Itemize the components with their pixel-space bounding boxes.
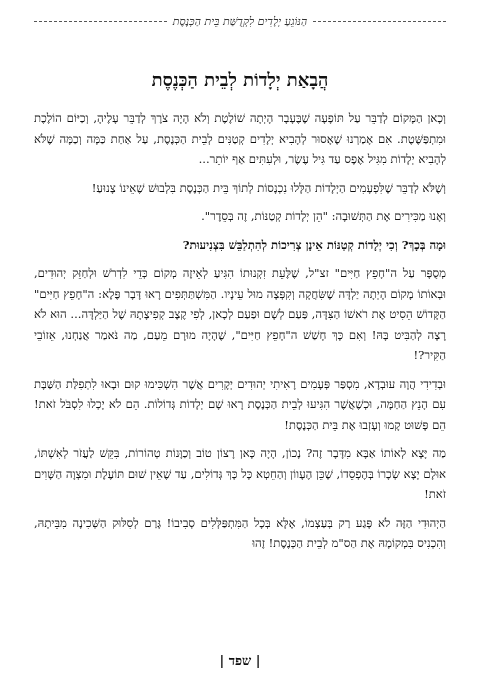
section-title: הֲבָאַת יְלָדוֹת לְבֵית הַכְּנֶסֶת bbox=[151, 70, 329, 91]
paragraph: הַיְהוּדִי הַזֶּה לֹא פָּגַע רַק בְּעַצְמוֹ, אֶלָּא בְּכָל הַמִּתְפַּלְּלִים סְבִיבוֹ! גָּרַם לְסִלּוּק הַשְּׁכִינָה מִבֵּיתָהּ, וְהִכְנִיס בִּמְקוֹמָהּ אֶת הַס"מ לְבֵית הַכְּנֶסֶת! זֶהוּ bbox=[34, 515, 446, 550]
paragraph: וְשֶׁלֹּא לְדַבֵּר שֶׁלִּפְעָמִים הַיְלָדוֹת הַלָּלוּ נִכְנָסוֹת לְתוֹךְ בֵּית הַכְּנֶסֶת בִּלְבוּשׁ שֶׁאֵינוֹ צָנוּעַ! bbox=[91, 180, 446, 195]
running-header bbox=[34, 10, 446, 32]
header-rule-left bbox=[34, 21, 167, 22]
page-number: | שפד | bbox=[219, 654, 261, 669]
running-header-title: הַנּוֹגֵעַ יְלָדִים לִקְדֻשַּׁת בֵּית הַכְּנֶסֶת bbox=[172, 14, 308, 28]
paragraph-emphasis: וּמָה בְּכָךְ? וְכִי יְלָדוֹת קְטַנּוֹת אֵינָן צְרִיכוֹת לְהִתְלַבֵּשׁ בִּצְנִיעוּת? bbox=[182, 237, 446, 252]
paragraph: מְסֻפָּר עַל ה"חָפֵץ חַיִּים" זצ"ל, שֶׁלֶּעֵת זִקְנוּתוֹ הִגִּיעַ לְאֵיזֶה מְקוֹם כְּדֵי לִדְרֹשׁ וּלְחַזֵּק יְהוּדִים, וּבְאוֹתוֹ מָקוֹם הָיְתָה יַלְדָּה שֶׁשִּׂחֲקָה וְקִפְּצָה מוּל עֵינָיו. הַמִּשְׁתַּתְּפִים רָאוּ דָּבָר פֶּלֶא: ה"חָפֵץ חַיִּים" הַקָּדוֹשׁ הֵסִיט אֶת רֹאשׁוֹ הַצִּדָּה, פַּעַם לְשָׁם וּפַעַם לְכָאן, לְפִי קֶצֶב קְפִיצָתָהּ שֶׁל הַיַּלְדָּה... הוּא לֹא רָצָה לְהַבִּיט בָּהּ! וְאִם כָּךְ חָשַׁשׁ ה"חָפֵץ חַיִּים", שֶׁהָיָה מוּרָם מֵעַם, מַה נֹּאמַר אֲנַחְנוּ, אֵזוֹבֵי הַקִּיר?! bbox=[34, 266, 446, 362]
paragraph: מַה יָּצָא לְאוֹתוֹ אַבָּא מִדָּבָר זֶה? נָכוֹן, הָיָה כָּאן רָצוֹן טוֹב וְכַוָּנוֹת טְהוֹרוֹת, בִּקֵּשׁ לַעֲזֹר לְאִשְׁתּוֹ, אוּלָם יָצָא שְׂכָרוֹ בְּהֶפְסֵדוֹ, שֶׁכֵּן הֶעָווֹן וְהַחֵטְא כָּל כָּךְ גְּדוֹלִים, עַד שֶׁאֵין שׁוּם תּוֹעֶלֶת וּמִצְוָה הַשָּׁוִים זֹאת! bbox=[34, 446, 446, 501]
paragraph: וְכָאן הַמָּקוֹם לְדַבֵּר עַל תּוֹפָעָה שֶׁבֶּעָבָר הָיְתָה שׁוֹלֶטֶת וְלֹא הָיָה צֹרֶךְ לְדַבֵּר עָלֶיהָ, וְכַיּוֹם הוֹלֶכֶת וּמִתְפַּשֶּׁטֶת. אִם אָמַרְנוּ שֶׁאָסוּר לְהָבִיא יְלָדִים קְטַנִּים לְבֵית הַכְּנֶסֶת, עַל אַחַת כַּמָּה וְכַמָּה שֶׁלֹּא לְהָבִיא יְלָדוֹת מִגִּיל אֶפֶס עַד גִּיל עֶשֶׂר, וּלְעִתִּים אַף יוֹתֵר... bbox=[34, 111, 446, 166]
paragraph: וּבְדִידִי הֲוָה עוּבְדָא, מִסְפַּר פְּעָמִים רָאִיתִי יְהוּדִים יְקָרִים אֲשֶׁר הִשְׁכִּימוּ קוּם וּבָאוּ לִתְפִלַּת הַשַּׁבָּת עִם הָנֵץ הַחַמָּה, וּכְשֶׁאֲשֶׁר הִגִּיעוּ לְבֵית הַכְּנֶסֶת רָאוּ שָׁם יְלָדוֹת גְּדוֹלוֹת. הֵם לֹא יָכְלוּ לִסְבֹּל זֹאת! הֵם פָּשׁוּט קָמוּ וְעָזְבוּ אֶת בֵּית הַכְּנֶסֶת! bbox=[34, 376, 446, 432]
body-text bbox=[34, 108, 446, 562]
paragraph: וְאָנוּ מַכִּירִים אֶת הַתְּשׁוּבָה: "הֵן יְלָדוֹת קְטַנּוֹת, זֶה בְּסֵדֶר". bbox=[201, 209, 446, 223]
header-rule-right bbox=[313, 21, 446, 22]
page-number-label: שפד bbox=[228, 654, 252, 669]
